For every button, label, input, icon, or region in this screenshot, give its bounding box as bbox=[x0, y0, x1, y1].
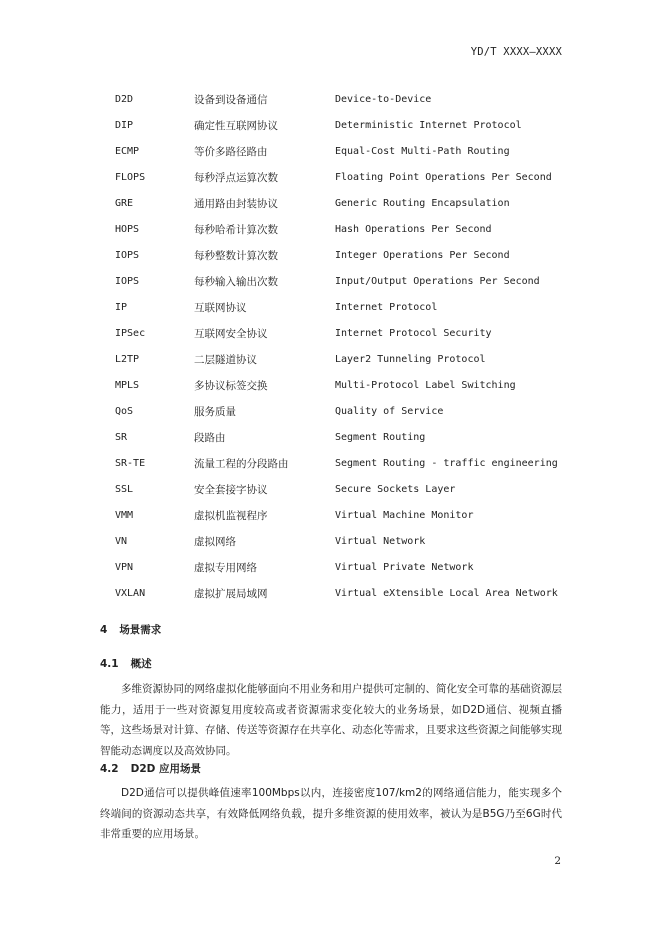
abbreviation-chinese: 安全套接字协议 bbox=[194, 483, 268, 496]
abbreviation-chinese: 等价多路径路由 bbox=[194, 145, 268, 158]
abbreviation-term: GRE bbox=[115, 197, 134, 209]
section-title: 场景需求 bbox=[119, 624, 162, 636]
abbreviation-chinese: 虚拟专用网络 bbox=[194, 561, 257, 574]
abbreviation-row bbox=[115, 372, 558, 398]
abbreviation-row bbox=[115, 476, 558, 502]
section-number: 4.1 bbox=[100, 658, 119, 670]
abbreviation-term: SSL bbox=[115, 483, 134, 495]
abbreviation-english: Secure Sockets Layer bbox=[335, 483, 456, 495]
abbreviation-chinese: 确定性互联网协议 bbox=[194, 119, 278, 132]
abbreviation-chinese: 多协议标签交换 bbox=[194, 379, 268, 392]
abbreviation-term: DIP bbox=[115, 119, 134, 131]
abbreviation-english: Generic Routing Encapsulation bbox=[335, 197, 510, 209]
abbreviation-term: SR-TE bbox=[115, 457, 146, 469]
abbreviation-row bbox=[115, 580, 558, 606]
abbreviation-english: Internet Protocol bbox=[335, 301, 438, 313]
abbreviation-row bbox=[115, 554, 558, 580]
abbreviation-row bbox=[115, 138, 558, 164]
section-4-heading bbox=[100, 622, 161, 637]
abbreviation-chinese: 虚拟网络 bbox=[194, 535, 236, 548]
abbreviation-english: Internet Protocol Security bbox=[335, 327, 492, 339]
section-number: 4.2 bbox=[100, 763, 119, 775]
abbreviation-term: IOPS bbox=[115, 275, 140, 287]
abbreviation-english: Segment Routing - traffic engineering bbox=[335, 457, 558, 469]
abbreviation-english: Deterministic Internet Protocol bbox=[335, 119, 522, 131]
abbreviation-row bbox=[115, 424, 558, 450]
abbreviation-row bbox=[115, 268, 558, 294]
section-4-1-heading bbox=[100, 656, 152, 671]
abbreviation-term: SR bbox=[115, 431, 128, 443]
abbreviation-chinese: 互联网协议 bbox=[194, 301, 247, 314]
abbreviation-row bbox=[115, 294, 558, 320]
section-title: D2D 应用场景 bbox=[130, 763, 202, 775]
abbreviation-term: IOPS bbox=[115, 249, 140, 261]
abbreviation-chinese: 设备到设备通信 bbox=[194, 93, 268, 106]
abbreviation-chinese: 通用路由封装协议 bbox=[194, 197, 278, 210]
abbreviation-row bbox=[115, 528, 558, 554]
abbreviation-english: Quality of Service bbox=[335, 405, 444, 417]
abbreviation-chinese: 流量工程的分段路由 bbox=[194, 457, 289, 470]
abbreviation-term: VN bbox=[115, 535, 128, 547]
page-number: 2 bbox=[554, 855, 561, 867]
abbreviation-term: IP bbox=[115, 301, 128, 313]
abbreviation-term: D2D bbox=[115, 93, 134, 105]
abbreviation-row bbox=[115, 320, 558, 346]
abbreviation-row bbox=[115, 450, 558, 476]
abbreviation-term: VPN bbox=[115, 561, 134, 573]
abbreviation-chinese: 每秒浮点运算次数 bbox=[194, 171, 278, 184]
abbreviation-chinese: 服务质量 bbox=[194, 405, 236, 418]
abbreviation-row bbox=[115, 216, 558, 242]
abbreviation-english: Virtual Network bbox=[335, 535, 426, 547]
abbreviation-table bbox=[115, 86, 558, 606]
abbreviation-row bbox=[115, 190, 558, 216]
abbreviation-english: Segment Routing bbox=[335, 431, 426, 443]
abbreviation-english: Input/Output Operations Per Second bbox=[335, 275, 540, 287]
abbreviation-row bbox=[115, 346, 558, 372]
abbreviation-term: QoS bbox=[115, 405, 134, 417]
section-4-1-paragraph: 多维资源协同的网络虚拟化能够面向不用业务和用户提供可定制的、简化安全可靠的基础资源层能力，适用于一些对资源复用度较高或者资源需求变化较大的业务场景，如D2D通信、视频直播等，这些场景对计算、存储、传送等资源存在共享化、动态化等需求，且要求这些资源之间能够实现智能动态调度以及高效协同。 bbox=[100, 683, 562, 757]
section-number: 4 bbox=[100, 624, 108, 636]
abbreviation-chinese: 二层隧道协议 bbox=[194, 353, 257, 366]
abbreviation-row bbox=[115, 164, 558, 190]
abbreviation-chinese: 段路由 bbox=[194, 431, 226, 444]
abbreviation-english: Equal-Cost Multi-Path Routing bbox=[335, 145, 510, 157]
abbreviation-english: Integer Operations Per Second bbox=[335, 249, 510, 261]
section-4-2-paragraph: D2D通信可以提供峰值速率100Mbps以内，连接密度107/km2的网络通信能力，能实现多个终端间的资源动态共享，有效降低网络负载，提升多维资源的使用效率，被认为是B5G乃至6G时代非常重要的应用场景。 bbox=[100, 787, 562, 840]
abbreviation-english: Layer2 Tunneling Protocol bbox=[335, 353, 486, 365]
abbreviation-chinese: 互联网安全协议 bbox=[194, 327, 268, 340]
abbreviation-term: IPSec bbox=[115, 327, 146, 339]
abbreviation-english: Multi-Protocol Label Switching bbox=[335, 379, 516, 391]
abbreviation-english: Virtual eXtensible Local Area Network bbox=[335, 587, 558, 599]
abbreviation-row bbox=[115, 242, 558, 268]
abbreviation-english: Hash Operations Per Second bbox=[335, 223, 492, 235]
document-code-header: YD/T XXXX—XXXX bbox=[470, 46, 562, 58]
abbreviation-row bbox=[115, 502, 558, 528]
abbreviation-term: HOPS bbox=[115, 223, 140, 235]
abbreviation-term: VXLAN bbox=[115, 587, 146, 599]
abbreviation-chinese: 每秒输入输出次数 bbox=[194, 275, 278, 288]
abbreviation-term: FLOPS bbox=[115, 171, 146, 183]
section-4-2-heading bbox=[100, 761, 201, 776]
abbreviation-row bbox=[115, 398, 558, 424]
abbreviation-term: ECMP bbox=[115, 145, 140, 157]
abbreviation-term: MPLS bbox=[115, 379, 140, 391]
abbreviation-term: L2TP bbox=[115, 353, 140, 365]
abbreviation-chinese: 虚拟机监视程序 bbox=[194, 509, 268, 522]
abbreviation-chinese: 虚拟扩展局域网 bbox=[194, 587, 268, 600]
abbreviation-chinese: 每秒哈希计算次数 bbox=[194, 223, 278, 236]
abbreviation-english: Device-to-Device bbox=[335, 93, 432, 105]
section-title: 概述 bbox=[130, 658, 152, 670]
abbreviation-english: Virtual Machine Monitor bbox=[335, 509, 474, 521]
abbreviation-chinese: 每秒整数计算次数 bbox=[194, 249, 278, 262]
abbreviation-english: Floating Point Operations Per Second bbox=[335, 171, 552, 183]
abbreviation-term: VMM bbox=[115, 509, 134, 521]
abbreviation-row bbox=[115, 86, 558, 112]
abbreviation-row bbox=[115, 112, 558, 138]
abbreviation-english: Virtual Private Network bbox=[335, 561, 474, 573]
